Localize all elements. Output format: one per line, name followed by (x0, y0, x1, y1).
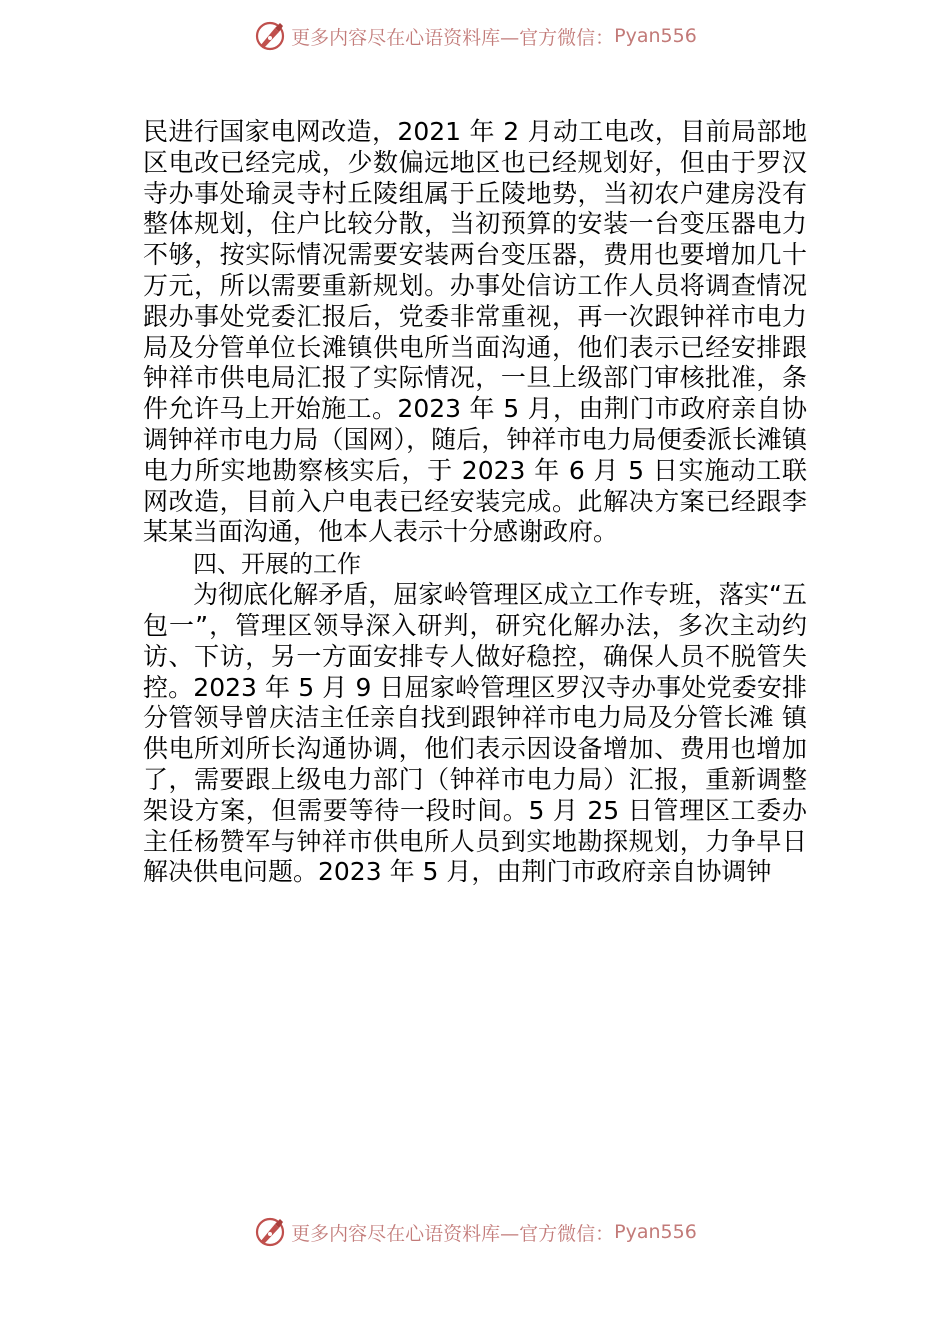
watermark-text: 更多内容尽在心语资料库—官方微信： (291, 1222, 615, 1245)
top-watermark-banner (0, 16, 950, 56)
watermark-text: 更多内容尽在心语资料库—官方微信： (291, 26, 615, 49)
bottom-watermark-banner (0, 1212, 950, 1252)
section-heading: 四、开展的工作 (193, 550, 361, 579)
body-paragraph: 民进行国家电网改造，2021 年 2 月动工电改，目前局部地区电改已经完成，少数偏远地区也已经规划好，但由于罗汉寺办事处瑜灵寺村丘陵组属于丘陵地势，当初农户建房没有整体规划，住户比较分散，当初预算的安装一台变压器电力不够，按实际情况需要安装两台变压器，费用也要增加几十万元，所以需要重新规划。办事处信访工作人员将调查情况跟办事处党委汇报后，党委非常重视，再一次跟钟祥市电力局及分管单位长滩镇供电所当面沟通，他们表示已经安排跟钟祥市供电局汇报了实际情况，一旦上级部门审核批准，条件允许马上开始施工。2023 年 5 月，由荆门市政府亲自协调钟祥市电力局（国网），随后，钟祥市电力局便委派长滩镇电力所实地勘察核实后，于 2023 年 6 月 5 日实施动工联网改造，目前入户电表已经安装完成。此解决方案已经跟李某某当面沟通，他本人表示十分感谢政府。 (143, 117, 807, 547)
fountain-pen-nib-logo-icon (253, 19, 287, 53)
document-body (143, 117, 807, 888)
watermark-wechat-id: Pyan556 (614, 25, 697, 47)
body-paragraph: 为彻底化解矛盾，屈家岭管理区成立工作专班，落实“五包一”，管理区领导深入研判，研究化解办法，多次主动约访、下访，另一方面安排专人做好稳控，确保人员不脱管失控。2023 年 5 月 9 日屈家岭管理区罗汉寺办事处党委安排分管领导曾庆洁主任亲自找到跟钟祥市电力局及分管长滩 镇供电所刘所长沟通协调，他们表示因设备增加、费用也增加了，需要跟上级电力部门（钟祥市电力局）汇报，重新调整架设方案，但需要等待一段时间。5 月 25 日管理区工委办主任杨赞军与钟祥市供电所人员到实地勘探规划，力争早日解决供电问题。2023 年 5 月，由荆门市政府亲自协调钟 (143, 580, 807, 887)
fountain-pen-nib-logo-icon (253, 1215, 287, 1249)
watermark-wechat-id: Pyan556 (614, 1221, 697, 1243)
